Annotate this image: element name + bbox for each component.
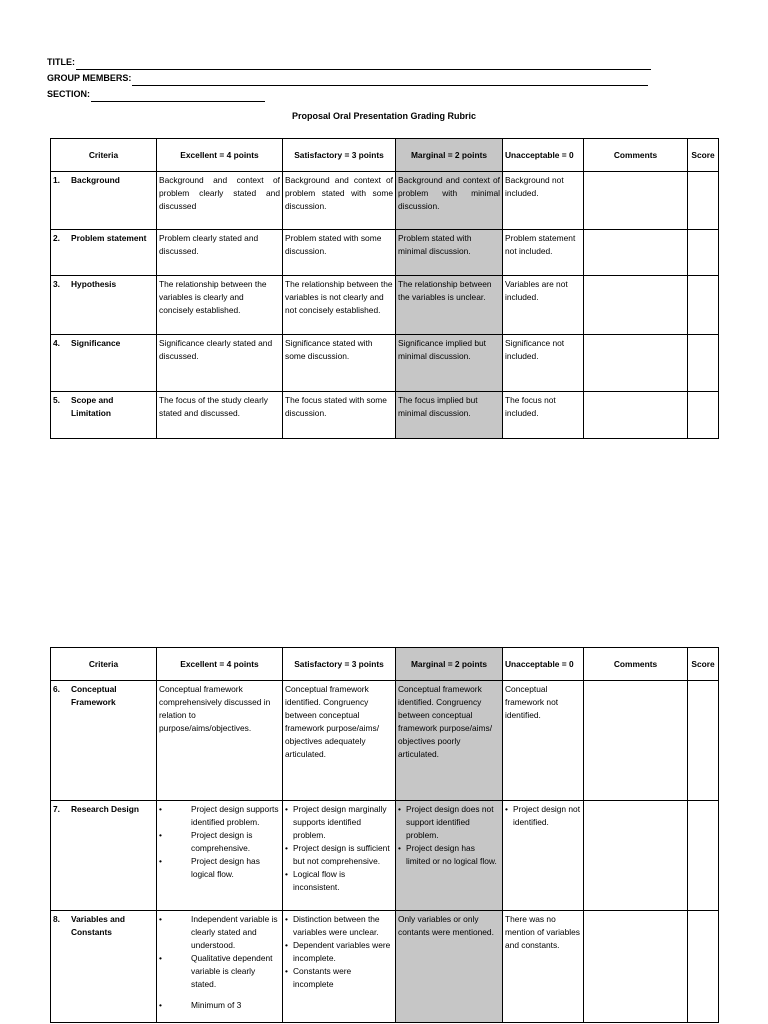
unacceptable-cell: There was no mention of variables and constants. (503, 911, 584, 1023)
score-cell[interactable] (688, 801, 719, 911)
table-row (51, 681, 719, 801)
table-row (51, 230, 719, 276)
col-marginal: Marginal = 2 points (396, 648, 503, 681)
marginal-cell: Background and context of problem with minimal discussion. (396, 172, 503, 230)
rubric-table-1 (50, 138, 719, 439)
list-item: • Minimum of 3 (159, 1000, 242, 1010)
section-underline (91, 90, 265, 102)
comments-cell[interactable] (584, 230, 688, 276)
group-members-field (47, 70, 651, 86)
col-unacceptable: Unacceptable = 0 (503, 139, 584, 172)
col-criteria: Criteria (51, 139, 157, 172)
rubric-table-2 (50, 647, 719, 1023)
table-header-row (51, 139, 719, 172)
satisfactory-cell: The relationship between the variables is not clearly and not concisely established. (283, 276, 396, 335)
marginal-cell: The relationship between the variables is unclear. (396, 276, 503, 335)
table-row (51, 801, 719, 911)
marginal-cell (396, 801, 503, 911)
section-field (47, 86, 651, 102)
satisfactory-cell: Conceptual framework identified. Congruency between conceptual framework purpose/aims/ objectives adequately articulated. (283, 681, 396, 801)
unacceptable-cell: Variables are not included. (503, 276, 584, 335)
list-item: • Project design not identified. (505, 804, 581, 827)
marginal-cell: Conceptual framework identified. Congruency between conceptual framework purpose/aims/ objectives poorly articulated. (396, 681, 503, 801)
col-excellent: Excellent = 4 points (157, 139, 283, 172)
document-title: Proposal Oral Presentation Grading Rubric (291, 111, 477, 121)
group-members-label: GROUP MEMBERS: (47, 73, 132, 83)
score-cell[interactable] (688, 681, 719, 801)
col-satisfactory: Satisfactory = 3 points (283, 139, 396, 172)
excellent-cell: Background and context of problem clearly stated and discussed (157, 172, 283, 230)
score-cell[interactable] (688, 392, 719, 439)
table-header-row (51, 648, 719, 681)
title-underline (76, 58, 651, 70)
unacceptable-cell: Background not included. (503, 172, 584, 230)
col-marginal: Marginal = 2 points (396, 139, 503, 172)
list-item: • Independent variable is clearly stated and understood. (159, 914, 278, 950)
title-field (47, 54, 651, 70)
table-row (51, 911, 719, 1023)
title-label: TITLE: (47, 57, 75, 67)
marginal-cell: Only variables or only contants were mentioned. (396, 911, 503, 1023)
comments-cell[interactable] (584, 801, 688, 911)
col-score: Score (688, 648, 719, 681)
group-members-underline (132, 74, 648, 86)
col-score: Score (688, 139, 719, 172)
list-item: • Project design is comprehensive. (159, 830, 253, 853)
unacceptable-cell: The focus not included. (503, 392, 584, 439)
unacceptable-cell: Conceptual framework not identified. (503, 681, 584, 801)
marginal-cell: Problem stated with minimal discussion. (396, 230, 503, 276)
criteria-cell: 6. Conceptual Framework (51, 681, 157, 801)
list-item: • Project design has logical flow. (159, 856, 260, 879)
criteria-cell: 7. Research Design (51, 801, 157, 911)
criteria-cell: 3. Hypothesis (51, 276, 157, 335)
list-item: • Project design is sufficient but not comprehensive. (285, 843, 390, 866)
marginal-cell: The focus implied but minimal discussion. (396, 392, 503, 439)
excellent-cell (157, 911, 283, 1023)
table-row (51, 172, 719, 230)
score-cell[interactable] (688, 335, 719, 392)
list-item: • Qualitative dependent variable is clearly stated. (159, 953, 273, 989)
list-item: • Project design has limited or no logical flow. (398, 843, 497, 866)
comments-cell[interactable] (584, 911, 688, 1023)
excellent-cell: Significance clearly stated and discussed. (157, 335, 283, 392)
list-item: • Logical flow is inconsistent. (285, 869, 346, 892)
list-item: • Distinction between the variables were unclear. (285, 914, 380, 937)
table-row (51, 392, 719, 439)
comments-cell[interactable] (584, 681, 688, 801)
criteria-cell: 5. Scope and Limitation (51, 392, 157, 439)
satisfactory-cell (283, 911, 396, 1023)
col-satisfactory: Satisfactory = 3 points (283, 648, 396, 681)
table-row (51, 335, 719, 392)
score-cell[interactable] (688, 172, 719, 230)
table-row (51, 276, 719, 335)
list-item: • Project design supports identified problem. (159, 804, 279, 827)
score-cell[interactable] (688, 230, 719, 276)
score-cell[interactable] (688, 276, 719, 335)
satisfactory-cell: Background and context of problem stated with some discussion. (283, 172, 396, 230)
list-item: • Constants were incomplete (285, 966, 352, 989)
score-cell[interactable] (688, 911, 719, 1023)
criteria-cell: 8. Variables and Constants (51, 911, 157, 1023)
comments-cell[interactable] (584, 392, 688, 439)
comments-cell[interactable] (584, 335, 688, 392)
excellent-cell: The relationship between the variables is clearly and concisely established. (157, 276, 283, 335)
header-fields (47, 54, 651, 102)
criteria-cell: 1. Background (51, 172, 157, 230)
col-excellent: Excellent = 4 points (157, 648, 283, 681)
satisfactory-cell: Problem stated with some discussion. (283, 230, 396, 276)
list-item: • Project design does not support identified problem. (398, 804, 494, 840)
excellent-cell: Problem clearly stated and discussed. (157, 230, 283, 276)
excellent-cell (157, 801, 283, 911)
criteria-cell: 2. Problem statement (51, 230, 157, 276)
list-item: • Dependent variables were incomplete. (285, 940, 391, 963)
satisfactory-cell (283, 801, 396, 911)
criteria-cell: 4. Significance (51, 335, 157, 392)
marginal-cell: Significance implied but minimal discussion. (396, 335, 503, 392)
comments-cell[interactable] (584, 172, 688, 230)
excellent-cell: The focus of the study clearly stated and discussed. (157, 392, 283, 439)
satisfactory-cell: Significance stated with some discussion. (283, 335, 396, 392)
satisfactory-cell: The focus stated with some discussion. (283, 392, 396, 439)
col-comments: Comments (584, 648, 688, 681)
section-label: SECTION: (47, 89, 91, 99)
col-criteria: Criteria (51, 648, 157, 681)
unacceptable-cell: Problem statement not included. (503, 230, 584, 276)
col-unacceptable: Unacceptable = 0 (503, 648, 584, 681)
excellent-cell: Conceptual framework comprehensively discussed in relation to purpose/aims/objectives. (157, 681, 283, 801)
comments-cell[interactable] (584, 276, 688, 335)
unacceptable-cell: Significance not included. (503, 335, 584, 392)
unacceptable-cell (503, 801, 584, 911)
col-comments: Comments (584, 139, 688, 172)
list-item: • Project design marginally supports identified problem. (285, 804, 387, 840)
